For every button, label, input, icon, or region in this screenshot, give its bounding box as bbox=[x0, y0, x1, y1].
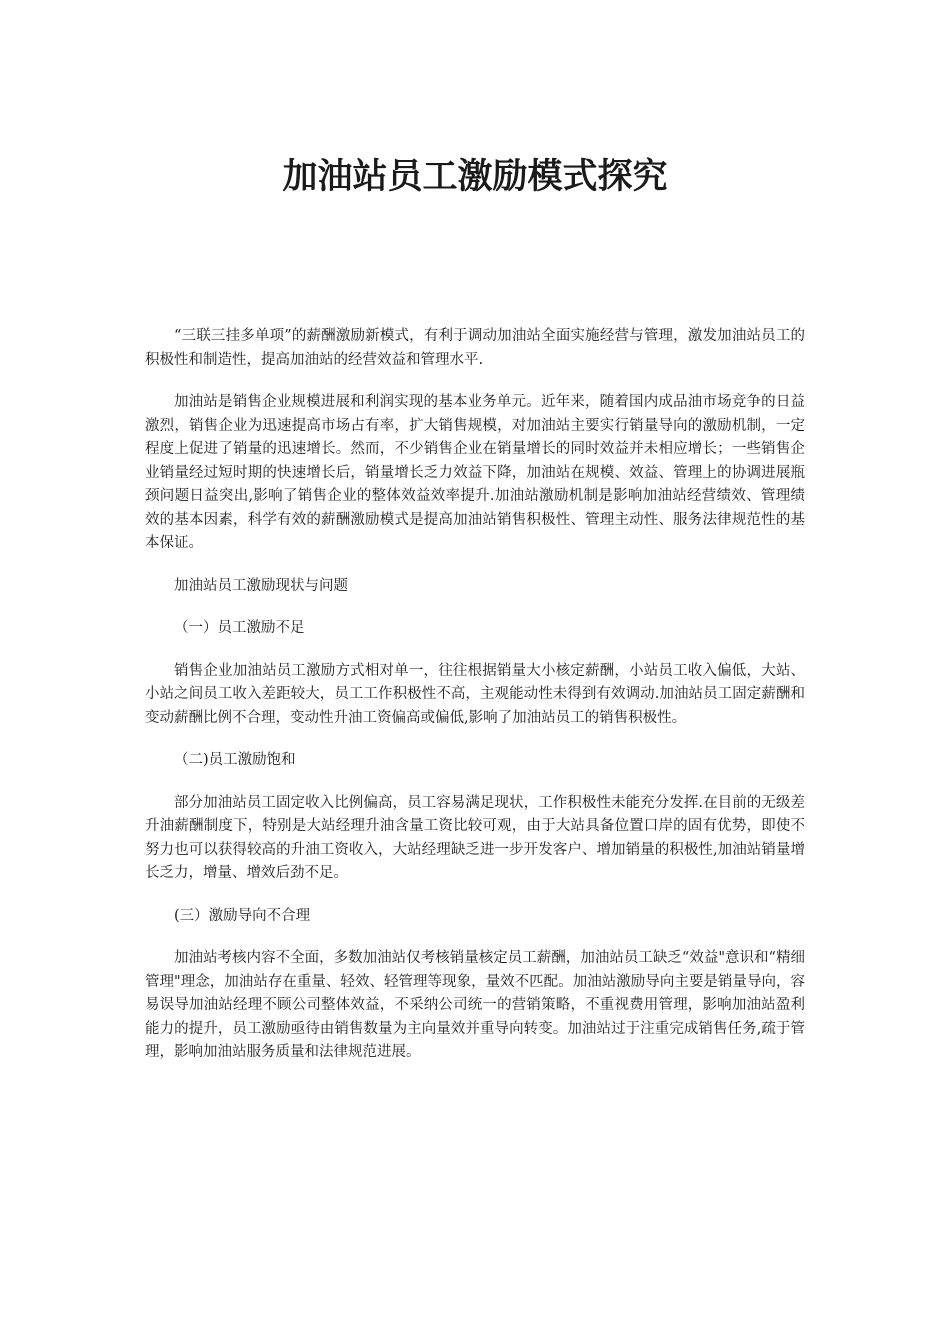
document-body bbox=[145, 325, 805, 1084]
subsection-text-3: 加油站考核内容不全面，多数加油站仅考核销量核定员工薪酬，加油站员工缺乏“效益"意识和“精细管理"理念，加油站存在重量、轻效、轻管理等现象，量效不匹配。加油站激励导向主要是销量导向，容易误导加油站经理不顾公司整体效益，不采纳公司统一的营销策略，不重视费用管理，影响加油站盈利能力的提升，员工激励亟待由销售数量为主向量效并重导向转变。加油站过于注重完成销售任务,疏于管理，影响加油站服务质量和法律规范进展。 bbox=[145, 950, 805, 1060]
subsection-title-3: (三）激励导向不合理 bbox=[174, 907, 311, 924]
background-paragraph: 加油站是销售企业规模进展和利润实现的基本业务单元。近年来，随着国内成品油市场竞争的日益激烈，销售企业为迅速提高市场占有率，扩大销售规模，对加油站主要实行销量导向的激励机制，一定程度上促进了销量的迅速增长。然而，不少销售企业在销量增长的同时效益并未相应增长；一些销售企业销量经过短时期的快速增长后，销量增长乏力效益下降，加油站在规模、效益、管理上的协调进展瓶颈问题日益突出,影响了销售企业的整体效益效率提升.加油站激励机制是影响加油站经营绩效、管理绩效的基本因素，科学有效的薪酬激励模式是提高加油站销售积极性、管理主动性、服务法律规范性的基本保证。 bbox=[145, 394, 805, 551]
subsection-title-1: （一）员工激励不足 bbox=[174, 620, 305, 636]
intro-paragraph: “三联三挂多单项”的薪酬激励新模式，有利于调动加油站全面实施经营与管理，激发加油站员工的积极性和制造性，提高加油站的经营效益和管理水平. bbox=[145, 328, 805, 368]
subsection-title-2: （二)员工激励饱和 bbox=[174, 752, 296, 768]
section-heading: 加油站员工激励现状与问题 bbox=[174, 577, 348, 594]
subsection-text-1: 销售企业加油站员工激励方式相对单一，往往根据销量大小核定薪酬，小站员工收入偏低，大站、小站之间员工收入差距较大，员工工作积极性不高，主观能动性未得到有效调动.加油站员工固定薪酬和变动薪酬比例不合理，变动性升油工资偏高或偏低,影响了加油站员工的销售积极性。 bbox=[145, 662, 805, 726]
document-title: 加油站员工激励模式探究 bbox=[282, 156, 668, 197]
subsection-text-2: 部分加油站员工固定收入比例偏高，员工容易满足现状，工作积极性未能充分发挥.在目前的无级差升油薪酬制度下，特别是大站经理升油含量工资比较可观，由于大站具备位置口岸的固有优势，即使不努力也可以获得较高的升油工资收入，大站经理缺乏进一步开发客户、增加销量的积极性,加油站销量增长乏力，增量、增效后劲不足。 bbox=[145, 794, 805, 881]
